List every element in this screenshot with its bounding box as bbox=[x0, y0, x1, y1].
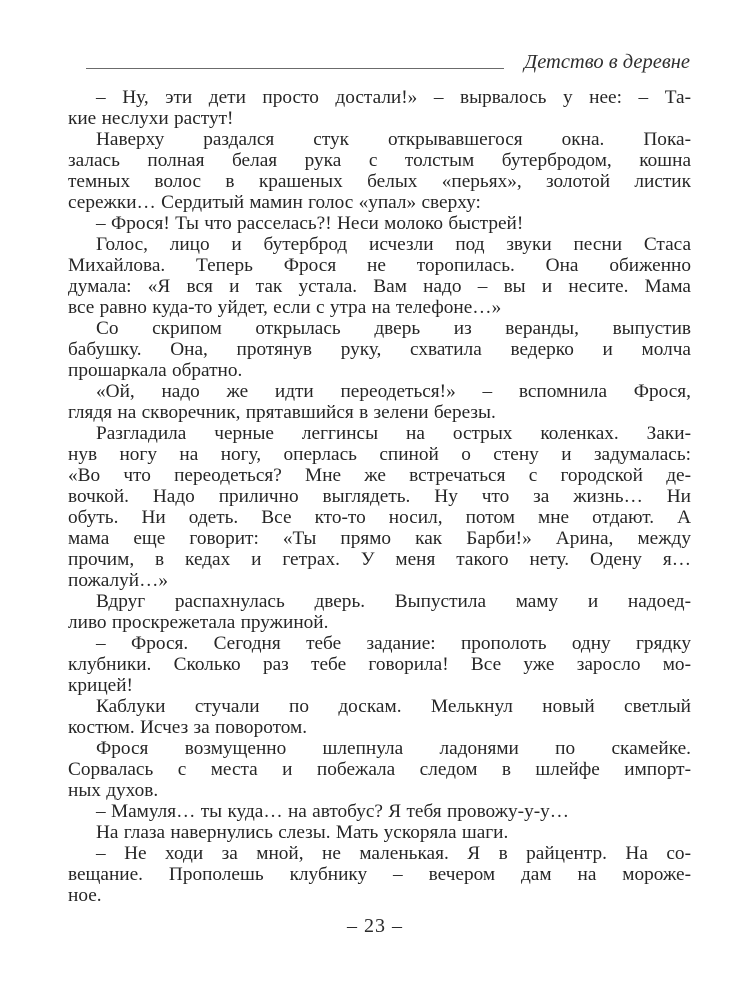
text-line: прочим, в кедах и гетрах. У меня такого нету. Одену я… bbox=[68, 549, 691, 570]
text-line: костюм. Исчез за поворотом. bbox=[68, 717, 308, 738]
text-line: Голос, лицо и бутерброд исчезли под звуки песни Стаса bbox=[96, 234, 691, 255]
header-rule bbox=[86, 68, 504, 69]
paragraph bbox=[68, 591, 691, 633]
text-line: «Ой, надо же идти переодеться!» – вспомнила Фрося, bbox=[96, 381, 691, 402]
text-line: ных духов. bbox=[68, 780, 159, 801]
text-line: – Фрося. Сегодня тебе задание: прополоть одну грядку bbox=[96, 633, 691, 654]
paragraph bbox=[68, 318, 691, 381]
text-line: – Мамуля… ты куда… на автобус? Я тебя провожу-у-у… bbox=[96, 801, 570, 822]
text-line: клубники. Сколько раз тебе говорила! Все уже заросло мо- bbox=[68, 654, 691, 675]
paragraph bbox=[68, 822, 691, 843]
text-line: вочкой. Надо прилично выглядеть. Ну что за жизнь… Ни bbox=[68, 486, 691, 507]
paragraph bbox=[68, 843, 691, 906]
text-line: крицей! bbox=[68, 675, 133, 696]
text-line: бабушку. Она, протянув руку, схватила ведерко и молча bbox=[68, 339, 691, 360]
text-line: залась полная белая рука с толстым бутербродом, кошна bbox=[68, 150, 691, 171]
text-line: Михайлова. Теперь Фрося не торопилась. Она обиженно bbox=[68, 255, 691, 276]
text-line: Разгладила черные леггинсы на острых коленках. Заки- bbox=[96, 423, 691, 444]
text-line: пожалуй…» bbox=[68, 570, 169, 591]
text-line: ное. bbox=[68, 885, 102, 906]
text-line: Вдруг распахнулась дверь. Выпустила маму и надоед- bbox=[96, 591, 691, 612]
text-line: Со скрипом открылась дверь из веранды, выпустив bbox=[96, 318, 691, 339]
paragraph bbox=[68, 213, 691, 234]
text-line: Фрося возмущенно шлепнула ладонями по скамейке. bbox=[96, 738, 691, 759]
paragraph bbox=[68, 801, 691, 822]
paragraph bbox=[68, 234, 691, 318]
text-line: На глаза навернулись слезы. Мать ускоряла шаги. bbox=[96, 822, 509, 843]
text-line: – Не ходи за мной, не маленькая. Я в райцентр. На со- bbox=[96, 843, 691, 864]
text-line: Каблуки стучали по доскам. Мелькнул новый светлый bbox=[96, 696, 691, 717]
paragraph bbox=[68, 423, 691, 591]
text-line: Наверху раздался стук открывавшегося окна. Пока- bbox=[96, 129, 691, 150]
text-line: все равно куда-то уйдет, если с утра на телефоне…» bbox=[68, 297, 502, 318]
text-line: Сорвалась с места и побежала следом в шлейфе импорт- bbox=[68, 759, 691, 780]
text-line: ливо проскрежетала пружиной. bbox=[68, 612, 329, 633]
running-header bbox=[68, 50, 690, 74]
chapter-title: Детство в деревне bbox=[524, 51, 690, 73]
text-line: кие неслухи растут! bbox=[68, 108, 234, 129]
paragraph bbox=[68, 738, 691, 801]
paragraph bbox=[68, 129, 691, 213]
text-line: темных волос в крашеных белых «перьях», золотой листик bbox=[68, 171, 691, 192]
text-line: глядя на скворечник, прятавшийся в зелени березы. bbox=[68, 402, 496, 423]
text-line: сережки… Сердитый мамин голос «упал» сверху: bbox=[68, 192, 481, 213]
text-line: вещание. Прополешь клубнику – вечером дам на мороже- bbox=[68, 864, 691, 885]
paragraph bbox=[68, 696, 691, 738]
text-line: нув ногу на ногу, оперлась спиной о стену и задумалась: bbox=[68, 444, 691, 465]
paragraph bbox=[68, 87, 691, 129]
paragraph bbox=[68, 381, 691, 423]
text-line: – Фрося! Ты что расселась?! Неси молоко быстрей! bbox=[96, 213, 524, 234]
page-number: – 23 – bbox=[347, 915, 403, 937]
text-line: – Ну, эти дети просто достали!» – вырвалось у нее: – Та- bbox=[96, 87, 691, 108]
body-text bbox=[68, 87, 691, 906]
text-line: прошаркала обратно. bbox=[68, 360, 243, 381]
text-line: думала: «Я вся и так устала. Вам надо – вы и несите. Мама bbox=[68, 276, 691, 297]
text-line: мама еще говорит: «Ты прямо как Барби!» Арина, между bbox=[68, 528, 691, 549]
paragraph bbox=[68, 633, 691, 696]
text-line: обуть. Ни одеть. Все кто-то носил, потом мне отдают. А bbox=[68, 507, 691, 528]
text-line: «Во что переодеться? Мне же встречаться с городской де- bbox=[68, 465, 691, 486]
